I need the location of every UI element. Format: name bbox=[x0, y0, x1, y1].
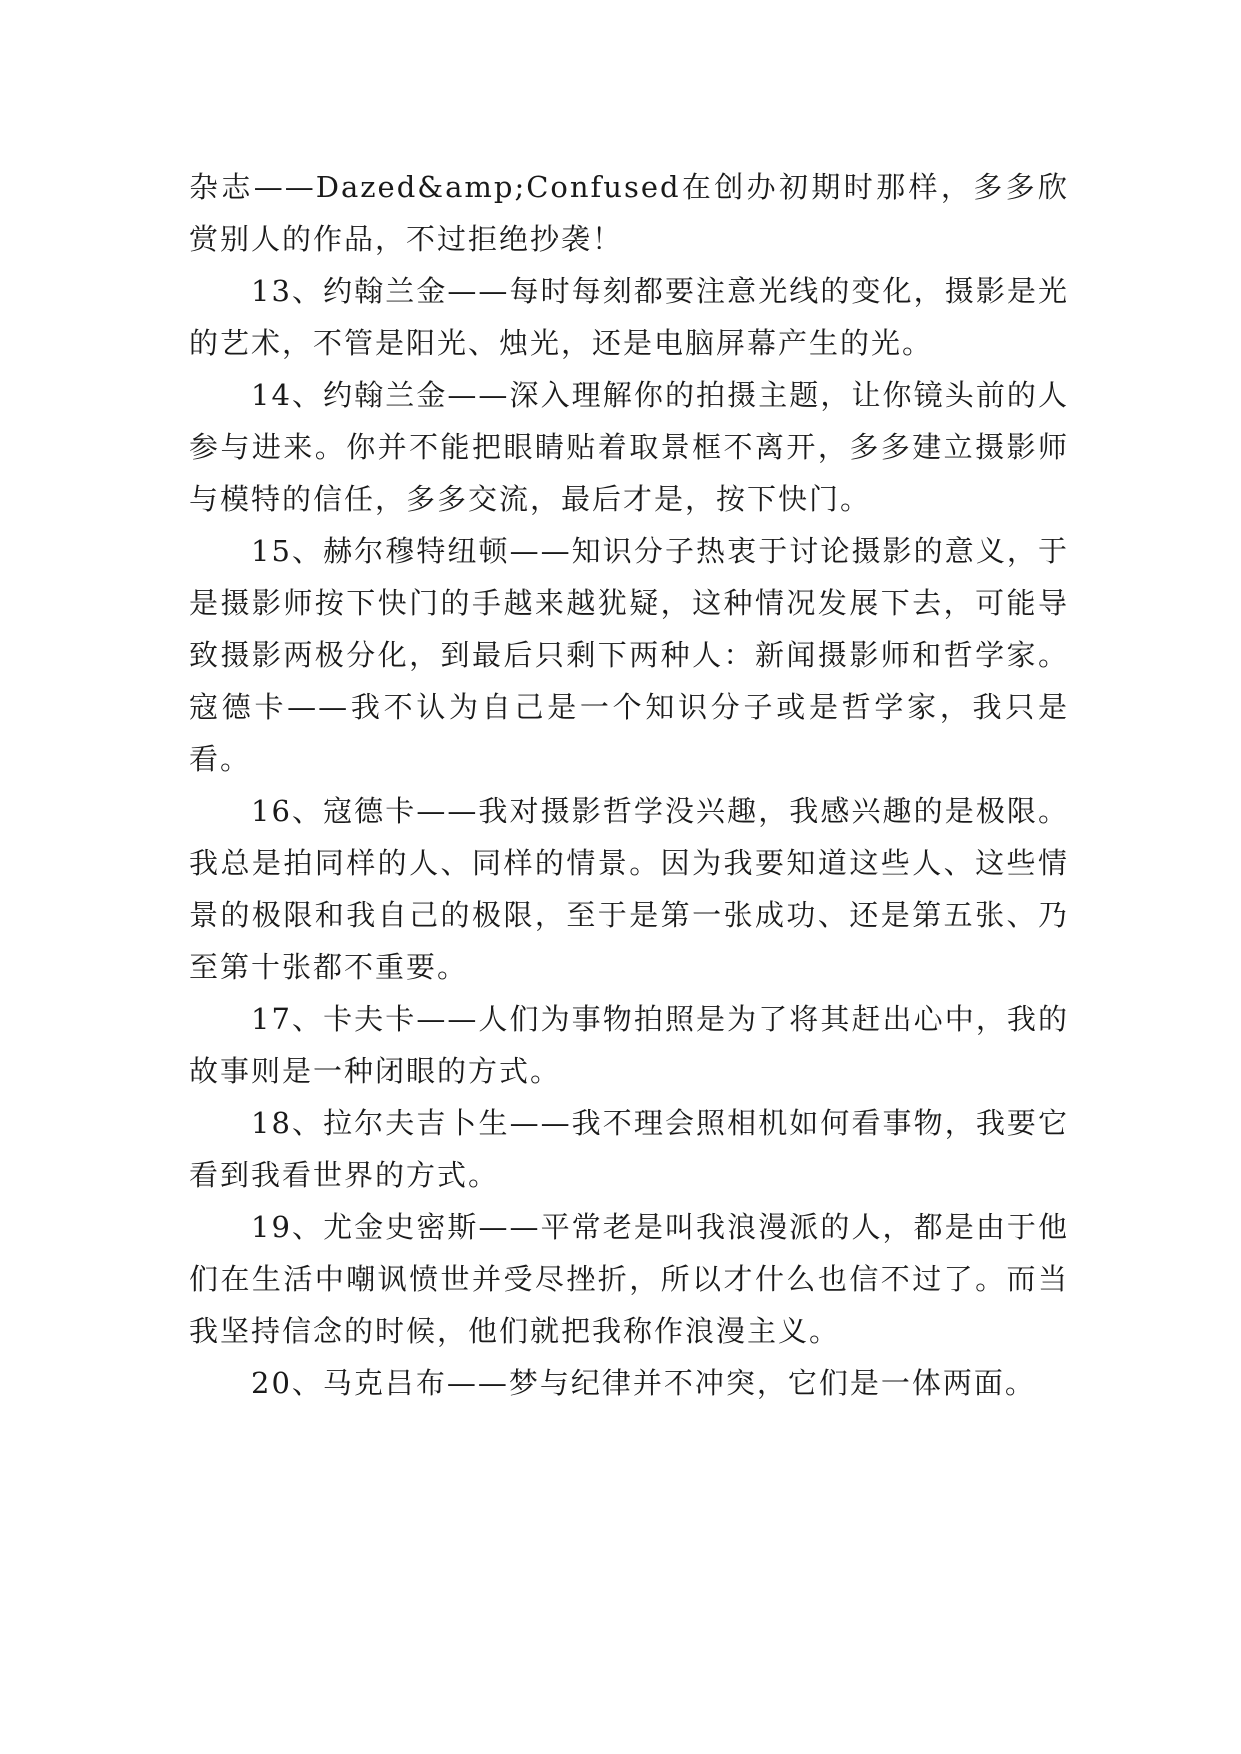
paragraph-17: 17、卡夫卡——人们为事物拍照是为了将其赶出心中，我的故事则是一种闭眼的方式。 bbox=[189, 1002, 1069, 1088]
paragraph-16: 16、寇德卡——我对摄影哲学没兴趣，我感兴趣的是极限。我总是拍同样的人、同样的情景。因为我要知道这些人、这些情景的极限和我自己的极限，至于是第一张成功、还是第五张、乃至第十张都不重要。 bbox=[189, 794, 1069, 984]
paragraph-13: 13、约翰兰金——每时每刻都要注意光线的变化，摄影是光的艺术，不管是阳光、烛光，还是电脑屏幕产生的光。 bbox=[189, 274, 1069, 360]
body-text bbox=[189, 161, 1069, 1409]
paragraph-18: 18、拉尔夫吉卜生——我不理会照相机如何看事物，我要它看到我看世界的方式。 bbox=[189, 1106, 1069, 1192]
paragraph-12-continuation: 杂志——Dazed&amp;Confused在创办初期时那样，多多欣赏别人的作品，不过拒绝抄袭！ bbox=[189, 170, 1069, 256]
paragraph-20: 20、马克吕布——梦与纪律并不冲突，它们是一体两面。 bbox=[251, 1366, 1036, 1400]
paragraph-14: 14、约翰兰金——深入理解你的拍摄主题，让你镜头前的人参与进来。你并不能把眼睛贴着取景框不离开，多多建立摄影师与模特的信任，多多交流，最后才是，按下快门。 bbox=[189, 378, 1069, 516]
paragraph-15: 15、赫尔穆特纽顿——知识分子热衷于讨论摄影的意义，于是摄影师按下快门的手越来越犹疑，这种情况发展下去，可能导致摄影两极分化，到最后只剩下两种人：新闻摄影师和哲学家。寇德卡——我不认为自己是一个知识分子或是哲学家，我只是看。 bbox=[189, 534, 1069, 776]
paragraph-19: 19、尤金史密斯——平常老是叫我浪漫派的人，都是由于他们在生活中嘲讽愤世并受尽挫折，所以才什么也信不过了。而当我坚持信念的时候，他们就把我称作浪漫主义。 bbox=[189, 1210, 1069, 1348]
